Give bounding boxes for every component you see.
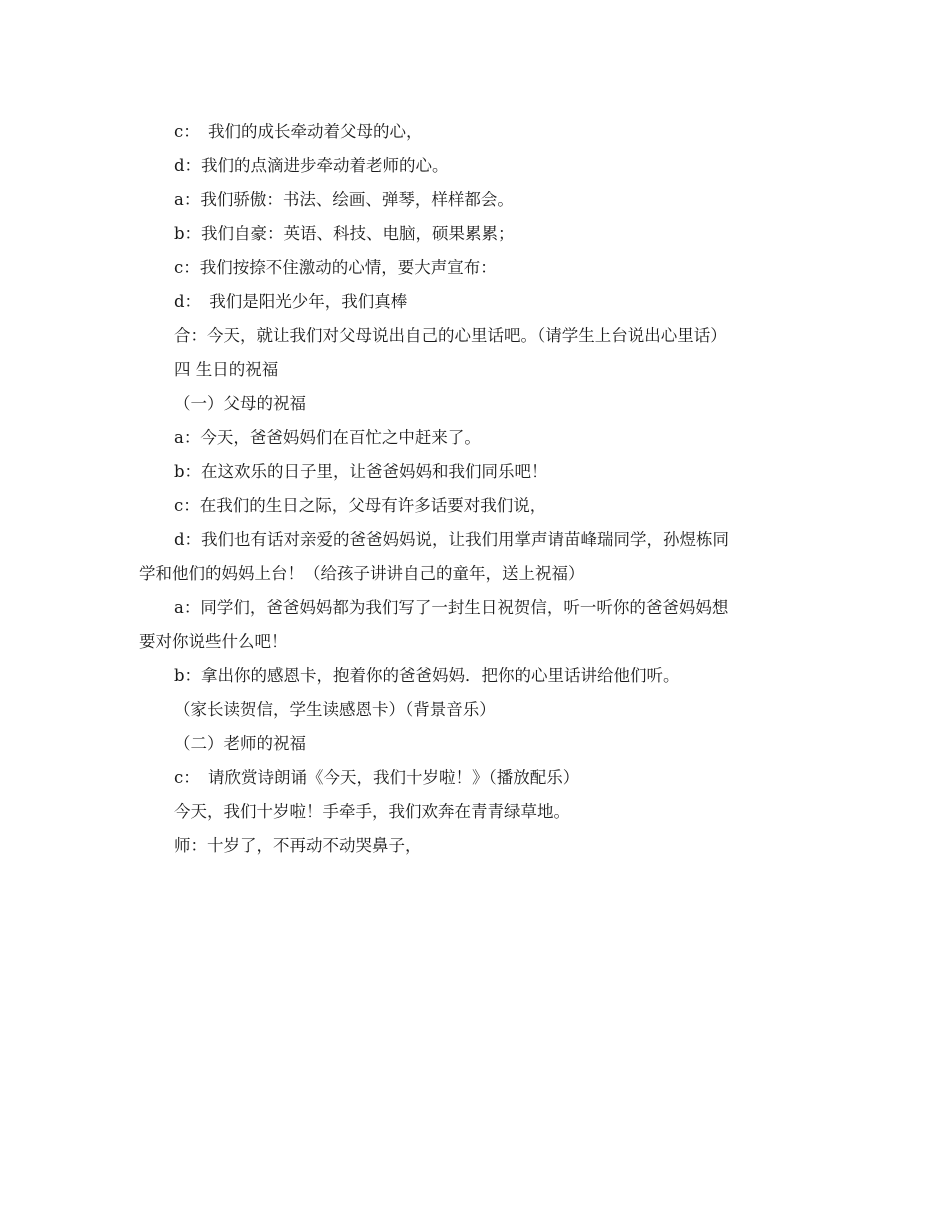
text-line: d： 我们是阳光少年，我们真棒 bbox=[174, 292, 408, 311]
text-line: c：我们按捺不住激动的心情，要大声宣布： bbox=[174, 258, 497, 277]
text-line: 师：十岁了，不再动不动哭鼻子， bbox=[174, 836, 422, 855]
subsection-heading: （一）父母的祝福 bbox=[174, 394, 306, 413]
text-line: 今天，我们十岁啦！手牵手，我们欢奔在青青绿草地。 bbox=[174, 802, 570, 821]
text-line: a：今天，爸爸妈妈们在百忙之中赶来了。 bbox=[174, 428, 481, 447]
text-line: c： 请欣赏诗朗诵《今天，我们十岁啦！》（播放配乐） bbox=[174, 768, 580, 787]
text-line: b：拿出你的感恩卡，抱着你的爸爸妈妈．把你的心里话讲给他们听。 bbox=[174, 666, 680, 685]
text-line: c：在我们的生日之际，父母有许多话要对我们说， bbox=[174, 496, 547, 515]
text-line: b：我们自豪：英语、科技、电脑，硕果累累； bbox=[174, 224, 515, 243]
text-line-continuation: 要对你说些什么吧！ bbox=[139, 632, 288, 651]
text-line: b：在这欢乐的日子里，让爸爸妈妈和我们同乐吧！ bbox=[174, 462, 548, 481]
text-line: a：同学们，爸爸妈妈都为我们写了一封生日祝贺信，听一听你的爸爸妈妈想 bbox=[174, 598, 729, 617]
text-line: 合：今天，就让我们对父母说出自己的心里话吧。（请学生上台说出心里话） bbox=[174, 326, 727, 345]
section-heading: 四 生日的祝福 bbox=[174, 360, 279, 379]
text-line: a：我们骄傲：书法、绘画、弹琴，样样都会。 bbox=[174, 190, 514, 209]
text-line: d：我们也有话对亲爱的爸爸妈妈说，让我们用掌声请苗峰瑞同学，孙煜栋同 bbox=[174, 530, 730, 549]
subsection-heading: （二）老师的祝福 bbox=[174, 734, 306, 753]
text-line: c： 我们的成长牵动着父母的心， bbox=[174, 122, 423, 141]
document-body bbox=[139, 115, 819, 863]
text-line-continuation: 学和他们的妈妈上台！（给孩子讲讲自己的童年，送上祝福） bbox=[139, 564, 585, 583]
text-line: d：我们的点滴进步牵动着老师的心。 bbox=[174, 156, 449, 175]
stage-direction: （家长读贺信，学生读感恩卡）（背景音乐） bbox=[174, 700, 496, 719]
